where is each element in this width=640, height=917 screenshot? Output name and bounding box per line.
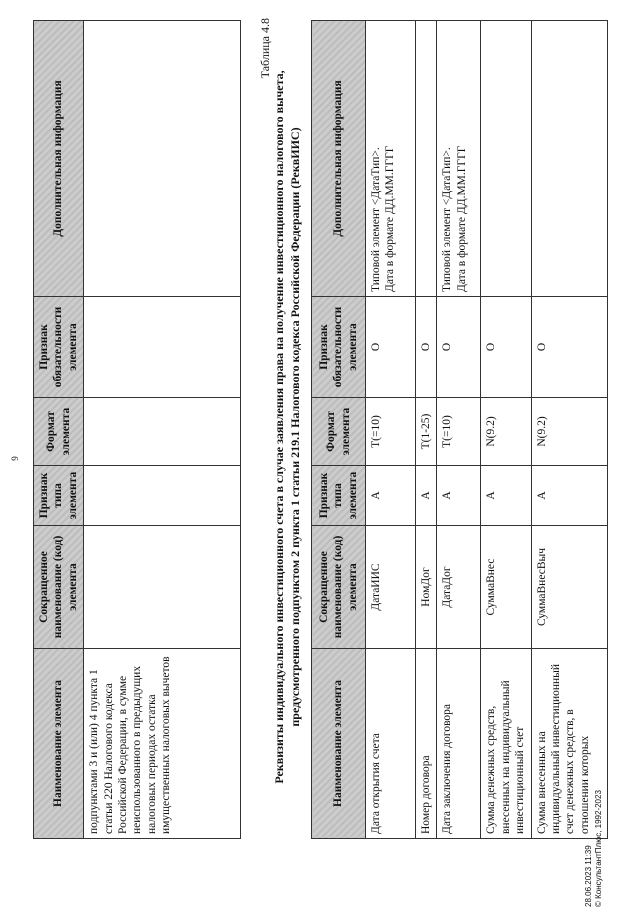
table-header-row xyxy=(34,21,84,839)
table-row xyxy=(437,21,481,839)
table-row xyxy=(366,21,416,839)
cell-required: О xyxy=(416,297,437,398)
cell-format: N(9.2) xyxy=(481,398,531,466)
cell-info xyxy=(481,21,531,297)
header-additional-info: Дополнительная информация xyxy=(34,21,84,297)
table-header-row xyxy=(312,21,366,839)
cell-info xyxy=(366,21,416,297)
info-line: Типовой элемент <ДатаТип>. xyxy=(370,147,382,292)
header-additional-info: Дополнительная информация xyxy=(312,21,366,297)
cell-name: подпунктами 3 и (или) 4 пункта 1 статьи 220 Налогового кодекса Российской Федерации, в сумме неиспользованного в предыдущих налоговых периодах остатка имущественных налоговых вычетов xyxy=(84,649,241,839)
cell-type xyxy=(84,466,241,526)
footer-stamp xyxy=(584,790,605,907)
cell-format xyxy=(84,398,241,466)
table-row xyxy=(416,21,437,839)
cell-name: Дата заключения договора xyxy=(437,649,481,839)
cell-required: О xyxy=(437,297,481,398)
cell-type: А xyxy=(416,466,437,526)
cell-name: Сумма денежных средств, внесенных на индивидуальный инвестиционный счет xyxy=(481,649,531,839)
cell-type: А xyxy=(481,466,531,526)
caption-line-2: предусмотренного подпунктом 2 пункта 1 статьи 219.1 Налогового кодекса Российской Федерации (РеквИИС) xyxy=(287,127,302,727)
page-number: 9 xyxy=(10,456,20,461)
info-line: Дата в формате ДД.ММ.ГГГГ xyxy=(384,145,397,292)
cell-code: СуммаВнес xyxy=(481,526,531,649)
header-element-format: Формат элемента xyxy=(34,398,84,466)
table-row xyxy=(481,21,531,839)
cell-format: T(1-25) xyxy=(416,398,437,466)
table-number-label: Таблица 4.8 xyxy=(258,18,272,79)
cell-code: ДатаДог xyxy=(437,526,481,649)
cell-type: А xyxy=(531,466,607,526)
cell-type: А xyxy=(437,466,481,526)
cell-required xyxy=(84,297,241,398)
cell-code: НомДог xyxy=(416,526,437,649)
table-rekviis xyxy=(311,20,608,839)
cell-required: О xyxy=(531,297,607,398)
header-element-code: Сокращенное наименование (код) элемента xyxy=(312,526,366,649)
cell-name: Сумма внесенных на индивидуальный инвестиционный счет денежных средств, в отношении которых xyxy=(531,649,607,839)
header-element-format: Формат элемента xyxy=(312,398,366,466)
footer-timestamp: 28.06.2023 11:39 xyxy=(584,845,593,907)
header-element-required: Признак обязательности элемента xyxy=(312,297,366,398)
table-row xyxy=(84,21,241,839)
cell-format: N(9.2) xyxy=(531,398,607,466)
cell-type: А xyxy=(366,466,416,526)
table-continuation xyxy=(33,20,241,839)
cell-format: T(=10) xyxy=(437,398,481,466)
cell-name: Номер договора xyxy=(416,649,437,839)
cell-info xyxy=(531,21,607,297)
table-row xyxy=(531,21,607,839)
header-element-name: Наименование элемента xyxy=(34,649,84,839)
cell-info xyxy=(84,21,241,297)
footer-copyright: © КонсультантПлюс, 1992-2023 xyxy=(594,790,604,907)
header-element-type: Признак типа элемента xyxy=(312,466,366,526)
table-caption xyxy=(272,37,303,817)
cell-name: Дата открытия счета xyxy=(366,649,416,839)
cell-code xyxy=(84,526,241,649)
header-element-required: Признак обязательности элемента xyxy=(34,297,84,398)
header-element-code: Сокращенное наименование (код) элемента xyxy=(34,526,84,649)
cell-required: О xyxy=(481,297,531,398)
cell-format: T(=10) xyxy=(366,398,416,466)
info-line: Дата в формате ДД.ММ.ГГГГ xyxy=(455,145,468,292)
cell-code: ДатаИИС xyxy=(366,526,416,649)
caption-line-1: Реквизиты индивидуального инвестиционного счета в случае заявления права на получение инвестиционного налогового вычета, xyxy=(272,70,286,784)
cell-info xyxy=(437,21,481,297)
cell-required: О xyxy=(366,297,416,398)
header-element-name: Наименование элемента xyxy=(312,649,366,839)
header-element-type: Признак типа элемента xyxy=(34,466,84,526)
cell-code: СуммаВнесВыч xyxy=(531,526,607,649)
info-line: Типовой элемент <ДатаТип>. xyxy=(441,147,454,292)
cell-info xyxy=(416,21,437,297)
